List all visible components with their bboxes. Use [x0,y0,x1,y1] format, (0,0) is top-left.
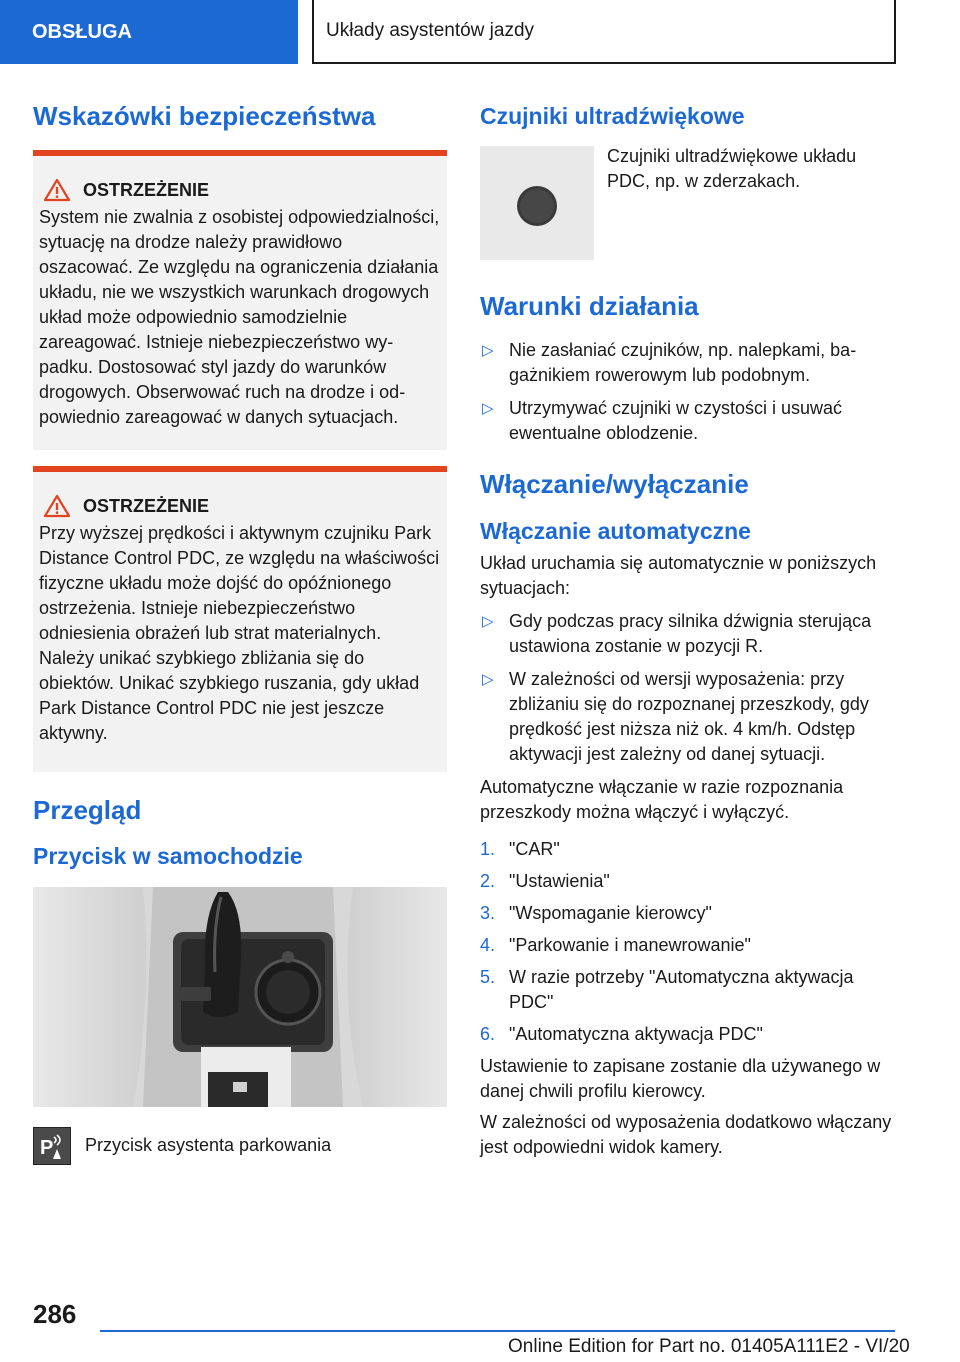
chapter-title: Układy asystentów jazdy [326,20,535,41]
console-illustration [33,887,447,1107]
step-item: 2. "Ustawienia" [480,871,610,892]
step-item: 1. "CAR" [480,839,560,860]
edition-note: Online Edition for Part no. 01405A111E2 - VI/20 [508,1336,910,1357]
warning-label: OSTRZEŻENIE [83,179,210,200]
steps-list [480,837,895,1047]
sensor-photo [480,146,594,260]
svg-text:P: P [40,1137,54,1160]
warning-header [39,494,441,519]
conditions-list [480,338,895,446]
warning-box-1 [33,150,447,450]
warning-header [39,178,441,203]
step-item: 4. "Parkowanie i manewrowanie" [480,935,751,956]
park-assist-icon [33,1127,71,1165]
list-item: ▷ Nie zasłaniać czujników, np. nalepkami, bagażnikiem rowerowym lub podobnym. [482,339,857,385]
step-item: 3. "Wspomaganie kierowcy" [480,903,712,924]
auto-heading: Włączanie automatyczne [480,518,751,545]
conditions-heading: Warunki działania [480,290,699,321]
button-heading: Przycisk w samochodzie [33,842,303,869]
warning-text: System nie zwalnia z osobistej odpowiedzialności, sytuację na drodze należy prawidłowo oszacować. Ze względu na ograniczenia działania układu, nie we wszystkich warunkach drogowych układ może odpowiednio samodzielnie zareagować. Istnieje niebezpieczeństwo wypadku. Dostosować styl jazdy do warunków drogowych. Obserwować ruch na drodze i odpowiednio zareagować w danych sytuacjach. [39,206,440,427]
sensors-text: Czujniki ultradźwiękowe układu PDC, np. w zderzakach. [607,145,857,191]
button-caption: Przycisk asystenta parkowania [85,1135,332,1156]
list-item: ▷ Gdy podczas pracy silnika dźwignia sterująca ustawiona zostanie w pozycji R. [482,611,872,657]
button-caption-row [33,1127,447,1165]
auto-cases-list [480,609,895,767]
step-item: 5. W razie potrzeby "Automatyczna aktywacja PDC" [480,967,854,1013]
auto-intro: Układ uruchamia się automatycznie w poniższych sytuacjach: [480,553,877,599]
sensors-heading: Czujniki ultradźwiękowe [480,103,745,129]
right-column [480,100,895,1160]
safety-heading: Wskazówki bezpieczeństwa [33,101,376,131]
page-number: 286 [33,1299,77,1329]
warning-text: Przy wyższej prędkości i aktywnym czujniku Park Distance Control PDC, ze względu na właściwości fizyczne układu może dojść do opóźnionego ostrzeżenia. Istnieje niebezpieczeństwo odniesienia obrażeń lub strat materialnych. Należy unikać szybkiego zbliżania się do obiektów. Unikać szybkiego ruszania, gdy układ Park Distance Control PDC nie jest jeszcze aktywny. [39,522,440,743]
center-console-photo [33,887,447,1107]
camera-note: W zależności od wyposażenia dodatkowo włączany jest odpowiedni widok kamery. [480,1112,892,1158]
footer-rule [100,1330,895,1332]
warning-triangle-icon [43,178,71,202]
list-item: ▷ Utrzymywać czujniki w czystości i usuwać ewentualne oblodzenie. [482,397,843,443]
warning-label: OSTRZEŻENIE [83,495,210,516]
warning-box-2 [33,466,447,772]
step-item: 6. "Automatyczna aktywacja PDC" [480,1024,763,1045]
onoff-heading: Włączanie/wyłączanie [480,468,749,499]
list-item: ▷ W zależności od wersji wyposażenia: przy zbliżaniu się do rozpoznanej przeszkody, gdy prędkość jest niższa niż ok. 4 km/h. Odstęp aktywacji jest zależny od danej sytuacji. [482,669,869,765]
save-note: Ustawienie to zapisane zostanie dla używanego w danej chwili profilu kierowcy. [480,1056,881,1102]
auto-toggle-text: Automatyczne włączanie w razie rozpoznania przeszkody można włączyć i wyłączyć. [480,777,844,823]
overview-heading: Przegląd [33,794,142,825]
warning-triangle-icon [43,494,71,518]
section-title: OBSŁUGA [32,20,132,43]
left-column [33,100,447,1165]
section-tab [0,0,298,64]
chapter-tab [312,0,896,64]
sensor-block [480,146,895,260]
